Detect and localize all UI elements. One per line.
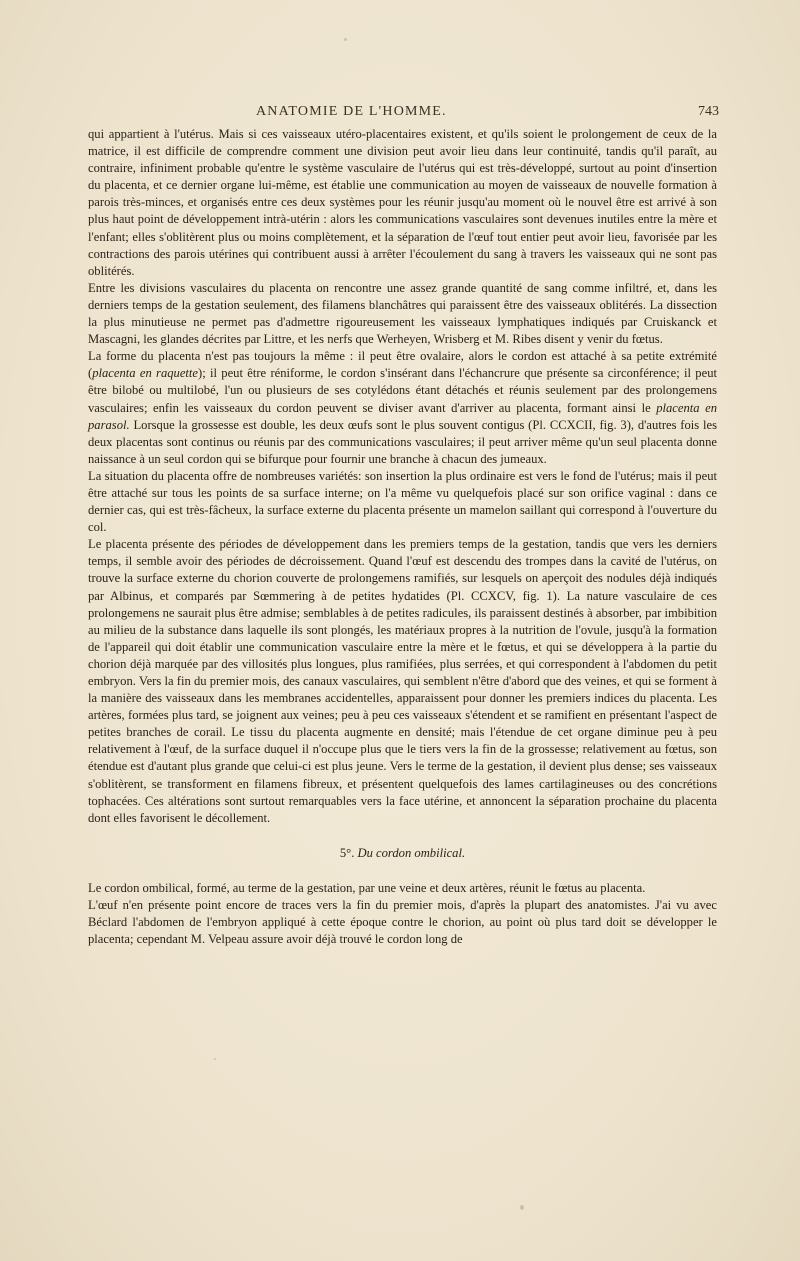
paragraph — [88, 880, 717, 897]
text-run: L'œuf n'en présente point encore de traces vers la fin du premier mois, d'après la plupart des anatomistes. J'ai vu avec Béclard l'abdomen de l'embryon appliqué à cette époque contre le chorion, au point où plus tard doit se développer le placenta; cependant M. Velpeau assure avoir déjà trouvé le cordon long de — [88, 898, 717, 947]
paragraph — [88, 468, 717, 536]
text-run: Entre les divisions vasculaires du placenta on rencontre une assez grande quantité de sang comme infiltré, et, dans les derniers temps de la gestation seulement, des filamens blanchâtres qui paraissent être des vaisseaux oblitérés. La dissection la plus minutieuse ne permet pas d'admettre rigoureusement les vaisseaux lymphatiques indiqués par Cruiskanck et Mascagni, les glandes décrites par Littre, et les nerfs que Werheyen, Wrisberg et M. Ribes disent y venir du fœtus. — [88, 280, 717, 347]
italic-phrase: placenta en parasol. — [88, 400, 717, 432]
paragraph — [88, 897, 717, 948]
section-heading — [88, 845, 717, 862]
paper-speck — [214, 1058, 216, 1060]
page-number: 743 — [698, 104, 719, 119]
paragraphs-after-section — [88, 880, 717, 948]
paragraph — [88, 126, 717, 280]
body-text — [88, 126, 717, 948]
section-title: Du cordon ombilical. — [357, 845, 466, 860]
section-number: 5°. — [339, 845, 355, 860]
text-run: La forme du placenta n'est pas toujours la même : il peut être ovalaire, alors le cordon est attaché à sa petite extrémité ( — [88, 349, 717, 381]
paragraph — [88, 348, 717, 468]
running-title: ANATOMIE DE L'HOMME. — [256, 104, 447, 119]
text-run: Lorsque la grossesse est double, les deux œufs sont le plus souvent contigus (Pl. CCXCII, fig. 3), d'autres fois les deux placentas sont continus ou réunis par des communications vasculaires; il peut arriver même qu'un seul placenta donne naissance à un seul cordon qui se bifurque pour fournir une branche à chacun des jumeaux. — [88, 417, 717, 466]
paper-speck — [520, 1205, 524, 1210]
text-run: Le placenta présente des périodes de développement dans les premiers temps de la gestation, tandis que vers les derniers temps, il semble avoir des périodes de décroissement. Quand l'œuf est descendu des trompes dans la cavité de l'utérus, on trouve la surface externe du chorion couverte de prolongemens ramifiés, sur lesquels on aperçoit des nodules déjà indiqués par Albinus, et comparés par Sœmmering à de petites hydatides (Pl. CCXCV, fig. 1). La nature vasculaire de ces prolongemens ne saurait plus être admise; semblables à de petites radicules, ils paraissent destinés à absorber, par imbibition au milieu de la substance dans laquelle ils sont plongés, les matériaux propres à la nutrition de l'ovule, jusqu'à la formation de l'appareil qui doit établir une communication vasculaire entre la mère et le fœtus, et qui se développera à la partie du chorion déjà marquée par des villosités plus longues, plus ramifiées, plus serrées, et qui correspondent à l'abdomen du petit embryon. Vers la fin du premier mois, des canaux vasculaires, qui semblent n'être d'abord que des veines, et qui se forment à la manière des vaisseaux dans les membranes accidentelles, apparaissent pour donner les premiers indices du placenta. Les artères, formées plus tard, se joignent aux veines; peu à peu ces vaisseaux s'étendent et se ramifient en présentant l'aspect de petites branches de corail. Le tissu du placenta augmente en densité; mais l'étendue de cet organe diminue peu à peu relativement à l'œuf, de la surface duquel il n'occupe plus que le tiers vers la fin de la grossesse; relativement au fœtus, son étendue est d'autant plus grande que celui-ci est plus jeune. Vers le terme de la gestation, il devient plus dense; ses vaisseaux s'oblitèrent, se transforment en filamens fibreux, et présentent quelquefois des lames cartilagineuses ou des concrétions tophacées. Ces altérations sont surtout remarquables vers la face utérine, et annoncent la séparation prochaine du placenta dont elles favorisent le décollement. — [88, 537, 717, 825]
text-run: ); il peut être réniforme, le cordon s'insérant dans l'échancrure que présente sa circonférence; il peut être bilobé ou multilobé, l'un ou plusieurs de ses cotylédons étant détachés et réunis seulement par des prolongemens vasculaires; enfin les vaisseaux du cordon peuvent se diviser avant d'arriver au placenta, formant ainsi le — [88, 366, 717, 415]
paragraph — [88, 280, 717, 348]
paragraph — [88, 536, 717, 827]
text-run: qui appartient à l'utérus. Mais si ces vaisseaux utéro-placentaires existent, et qu'ils soient le prolongement de ceux de la matrice, il est difficile de comprendre comment une division peut avoir lieu dans leur continuité, tandis qu'il paraît, au contraire, infiniment probable qu'entre le système vasculaire de l'utérus qui est très-développé, surtout au point d'insertion du placenta, et ce dernier organe lui-même, est établie une communication au moyen de vaisseaux de nouvelle formation à parois très-minces, et organisés entre ces deux systèmes pour les réunir jusqu'au moment où le nouvel être est arrivé à son plus haut point de développement intrà-utérin : alors les communications vasculaires sont devenues inutiles entre la mère et l'enfant; elles s'oblitèrent plus ou moins complètement, et la séparation de l'œuf tout entier peut avoir lieu, favorisée par les contractions des parois utérines qui contribuent aussi à arrêter l'écoulement du sang à travers les vaisseaux qui ne sont pas oblitérés. — [88, 127, 717, 278]
paragraphs-before-section — [88, 126, 717, 827]
paper-speck — [344, 38, 347, 41]
text-run: Le cordon ombilical, formé, au terme de la gestation, par une veine et deux artères, réunit le fœtus au placenta. — [88, 880, 646, 895]
text-run: La situation du placenta offre de nombreuses variétés: son insertion la plus ordinaire est vers le fond de l'utérus; mais il peut être attaché sur tous les points de sa surface interne; on l'a même vu quelquefois placé sur son orifice vaginal : dans ce dernier cas, qui est très-fâcheux, la surface externe du placenta présente un mamelon saillant qui correspond à l'ouverture du col. — [88, 468, 717, 535]
italic-phrase: placenta en raquette — [92, 366, 199, 381]
page-header — [0, 104, 800, 124]
